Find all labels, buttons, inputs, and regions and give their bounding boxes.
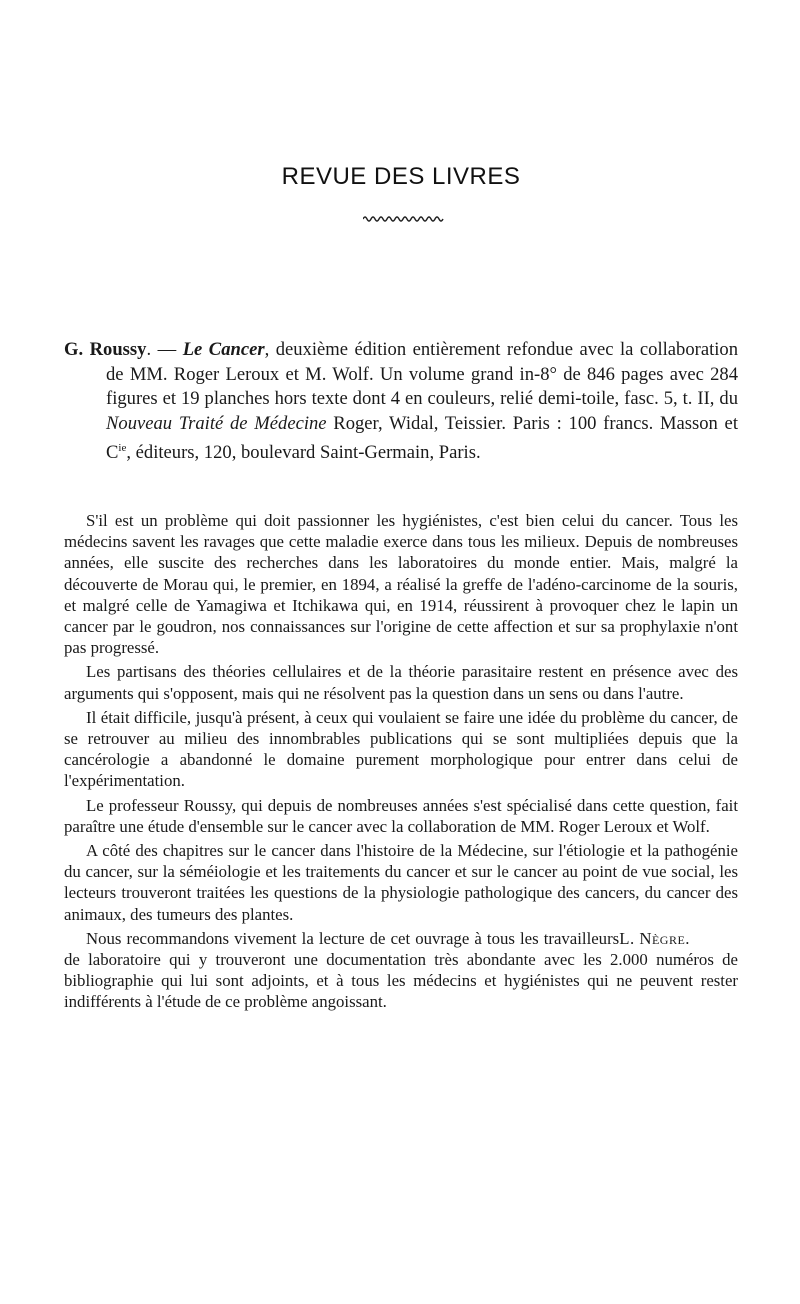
section-title: REVUE DES LIVRES — [281, 163, 521, 190]
citation-details-1: , deuxième édition entièrement refondue avec la collaboration de MM. Roger Leroux et M. Wolf. Un volume grand in-8° de 846 pages avec 284 figures et 19 planches hors texte dont 4 en couleurs, relié demi-toile, fasc. 5, t. II, du — [106, 339, 738, 409]
citation-cie-superscript: ie — [118, 442, 127, 454]
review-paragraph: Il était difficile, jusqu'à présent, à ceux qui voulaient se faire une idée du problème du cancer, de se retrouver au milieu des innombrables publications qui se sont multipliées depuis que la cancérologie a abandonné le domaine purement morphologique pour entrer dans celui de l'expérimentation. — [64, 707, 738, 791]
citation-dash: . — — [146, 339, 183, 360]
review-paragraph: A côté des chapitres sur le cancer dans l'histoire de la Médecine, sur l'étiologie et la pathogénie du cancer, sur la séméiologie et les traitements du cancer et sur le cancer au point de vue social, les lecteurs trouveront traitées les questions de la physiologie pathologique des cancers, du cancer des animaux, des tumeurs des plantes. — [64, 841, 738, 924]
citation-book-title: Le Cancer — [182, 339, 265, 360]
review-paragraph-last-text: Nous recommandons vivement la lecture de cet ouvrage à tous les travailleurs de laboratoire qui y trouveront une documentation très abondante avec les 2.000 numéros de bibliographie qui lui sont adjoints, et à tous les médecins et hygiénistes qui ne peuvent rester indifférents à l'étude de ce problème angoissant. — [64, 928, 738, 1012]
review-paragraph-last — [64, 928, 738, 1013]
book-citation — [64, 338, 738, 466]
citation-details-3: , éditeurs, 120, boulevard Saint-Germain, Paris. — [126, 442, 481, 463]
review-body — [64, 510, 738, 1013]
citation-author: G. Roussy — [64, 339, 147, 360]
review-signature: L. Nègre. — [619, 928, 690, 948]
review-paragraph: Les partisans des théories cellulaires et de la théorie parasitaire restent en présence avec des arguments qui s'opposent, mais qui ne résolvent pas la question dans un sens ou dans l'autre. — [64, 662, 738, 703]
review-paragraph: Le professeur Roussy, qui depuis de nombreuses années s'est spécialisé dans cette question, fait paraître une étude d'ensemble sur le cancer avec la collaboration de MM. Roger Leroux et Wolf. — [64, 795, 738, 836]
citation-details-2: Roger, Widal, Teissier. Paris : 100 francs. Masson et C — [106, 412, 738, 463]
review-paragraph: S'il est un problème qui doit passionner les hygiénistes, c'est bien celui du cancer. Tous les médecins savent les ravages que cette maladie exerce dans tous les milieux. Depuis de nombreuses années, elle suscite des recherches dans les laboratoires du monde entier. Mais, malgré la découverte de Morau qui, le premier, en 1894, a réalisé la greffe de l'adéno-carcinome de la souris, et malgré celle de Yamagiwa et Itchikawa qui, en 1914, réussirent à provoquer chez le lapin un cancer par le goudron, nos connaissances sur l'origine de cette affection et sur sa prophylaxie n'ont pas progressé. — [64, 511, 738, 658]
citation-series: Nouveau Traité de Médecine — [106, 412, 327, 434]
wavy-rule-ornament-icon — [363, 213, 445, 223]
